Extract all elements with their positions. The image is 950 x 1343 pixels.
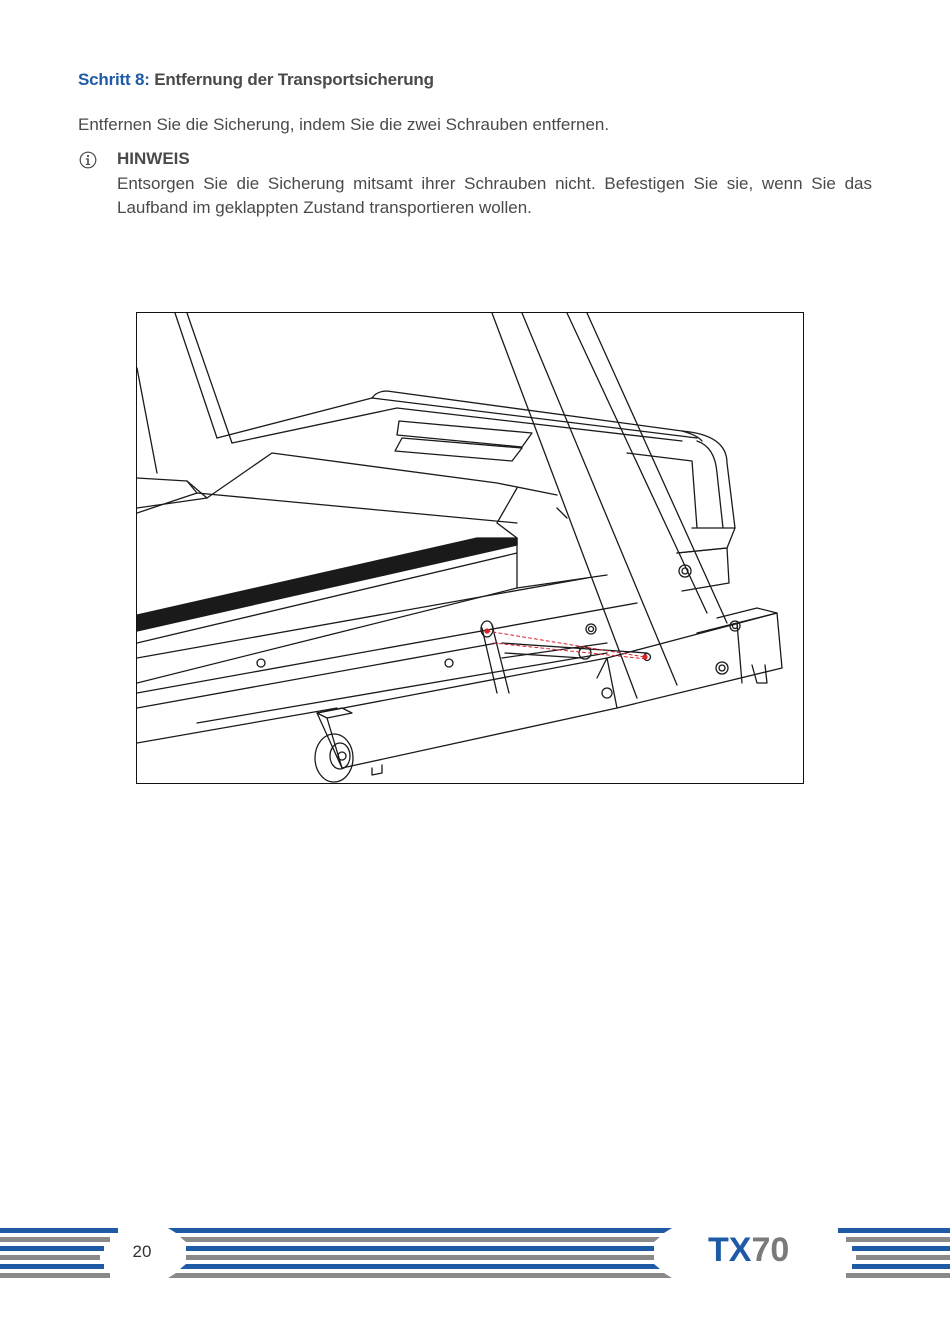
model-logo <box>708 1231 789 1270</box>
note-text: Entsorgen Sie die Sicherung mitsamt ihrer Schrauben nicht. Befestigen Sie sie, wenn Sie das Laufband im geklappten Zustand transportieren wollen. <box>117 174 872 217</box>
note-title: HINWEIS <box>117 149 190 168</box>
treadmill-illustration <box>136 312 804 784</box>
step-title: Entfernung der Transportsicherung <box>149 70 434 89</box>
step-label: Schritt 8: <box>78 70 150 89</box>
intro-text: Entfernen Sie die Sicherung, indem Sie die zwei Schrauben entfernen. <box>78 115 610 134</box>
section-heading <box>78 70 434 90</box>
page-number: 20 <box>132 1242 152 1261</box>
model-logo-part1: TX <box>708 1231 752 1269</box>
model-logo-part2: 70 <box>751 1231 790 1269</box>
info-icon <box>79 151 97 169</box>
